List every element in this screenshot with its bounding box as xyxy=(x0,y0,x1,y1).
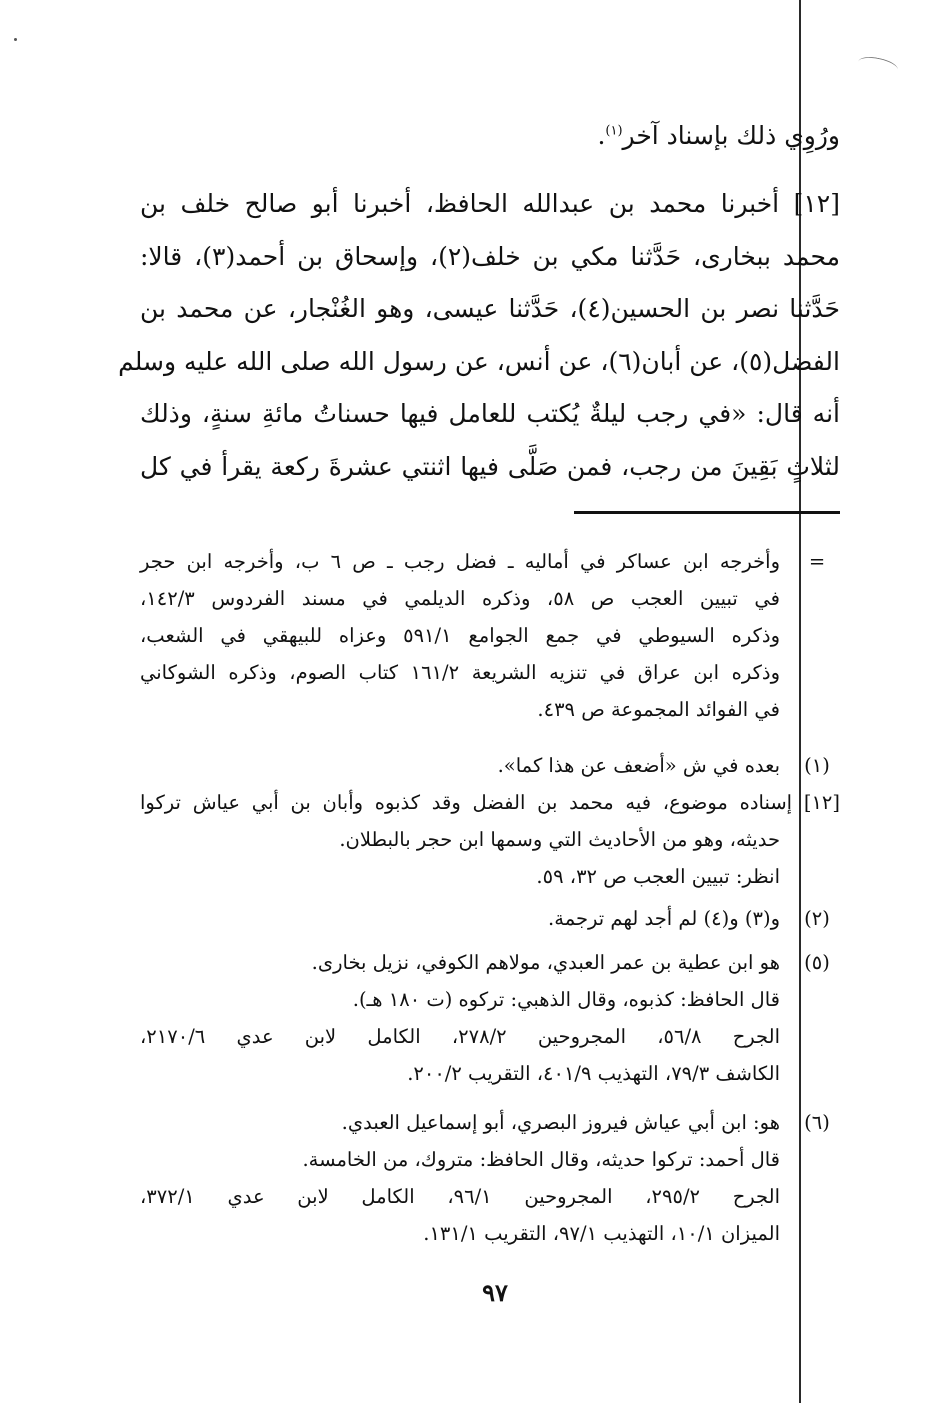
footnote-line: الكاشف ٧٩/٣، التهذيب ٤٠١/٩، التقريب ٢٠٠/٢. xyxy=(407,1062,780,1085)
footnote-line: قال الحافظ: كذبوه، وقال الذهبي: تركوه (ت ١٨٠ هـ). xyxy=(352,988,780,1011)
footnote-line: الجرح ٥٦/٨، المجروحين ٢٧٨/٢، الكامل لابن عدي ٢١٧٠/٦، xyxy=(140,1025,780,1048)
footnote-line: هو: ابن أبي عياش فيروز البصري، أبو إسماعيل العبدي. xyxy=(341,1111,780,1134)
footnote-line: حديثه، وهو من الأحاديث التي وسمها ابن حجر بالبطلان. xyxy=(339,828,780,851)
footnote-line: وذكره السيوطي في جمع الجوامع ٥٩١/١ وعزاه للبيهقي في الشعب، xyxy=(140,624,780,647)
page-number: ٩٧ xyxy=(482,1278,508,1307)
hadith-line: محمد ببخارى، حَدَّثنا مكي بن خلف(٢)، وإسحاق بن أحمد(٣)، قالا: xyxy=(140,241,841,271)
footnote-line: قال أحمد: تركوا حديثه، وقال الحافظ: متروك، من الخامسة. xyxy=(302,1148,780,1171)
footnote-1 xyxy=(140,747,840,784)
footnote-line: [١٢] إسناده موضوع، فيه محمد بن الفضل وقد كذبوه وأبان بن أبي عياش تركوا xyxy=(140,791,840,814)
note-ref: (١) xyxy=(605,123,623,139)
footnote-5 xyxy=(140,944,840,1092)
footnote-line: هو ابن عطية بن عمر العبدي، مولاهم الكوفي، نزيل بخارى. xyxy=(311,951,780,974)
footnote-line: وذكره ابن عراق في تنزيه الشريعة ١٦١/٢ كتاب الصوم، وذكره الشوكاني xyxy=(140,661,780,684)
footnote-line: وأخرجه ابن عساكر في أماليه ـ فضل رجب ـ ص ٦ ب، وأخرجه ابن حجر xyxy=(140,550,780,573)
footnote-line: و(٣) و(٤) لم أجد لهم ترجمة. xyxy=(548,907,780,930)
hadith-line: [١٢] أخبرنا محمد بن عبدالله الحافظ، أخبرنا أبو صالح خلف بن xyxy=(140,189,840,218)
intro-line xyxy=(140,116,840,156)
footnote-line: انظر: تبيين العجب ص ٣٢، ٥٩. xyxy=(536,865,780,888)
footnote-mark: (٥) xyxy=(804,951,830,974)
hadith-line: أنه قال: «في رجب ليلةٌ يُكتب للعامل فيها حسناتُ مائةِ سنةٍ، وذلك xyxy=(140,399,840,428)
footnote-continuation xyxy=(140,543,840,728)
footnote-line: في تبيين العجب ص ٥٨، وذكره الديلمي في مسند الفردوس ١٤٢/٣، xyxy=(140,587,780,610)
intro-end: . xyxy=(597,121,606,150)
scan-mark xyxy=(857,54,899,77)
hadith-line: الفضل(٥)، عن أبان(٦)، عن أنس، عن رسول الله صلى الله عليه وسلم xyxy=(118,346,840,376)
footnote-2 xyxy=(140,900,840,937)
footnote-line: الميزان ١٠/١، التهذيب ٩٧/١، التقريب ١٣١/١. xyxy=(423,1222,780,1245)
footnote-12 xyxy=(140,784,840,895)
hadith-line: لثلاثٍ بَقِينَ من رجب، فمن صَلَّى فيها اثنتي عشرةَ ركعة يقرأ في كل xyxy=(140,451,840,481)
footnote-line: في الفوائد المجموعة ص ٤٣٩. xyxy=(537,698,780,721)
footnote-6 xyxy=(140,1104,840,1252)
footnote-line: بعده في ش «أضعف عن هذا كما». xyxy=(497,754,780,777)
hadith-paragraph xyxy=(118,178,841,493)
footnote-separator xyxy=(574,511,840,514)
footnote-line: الجرح ٢٩٥/٢، المجروحين ٩٦/١، الكامل لابن عدي ٣٧٢/١، xyxy=(140,1185,780,1208)
footnote-mark: (٦) xyxy=(804,1111,830,1134)
intro-text: ورُوِي ذلك بإسناد آخر xyxy=(622,121,840,150)
footnote-mark: (٢) xyxy=(804,907,830,930)
scan-speck xyxy=(14,38,17,41)
footnote-mark: (١) xyxy=(804,754,830,777)
footnote-mark: = xyxy=(808,550,826,573)
hadith-line: حَدَّثنا نصر بن الحسين(٤)، حَدَّثنا عيسى، وهو الغُنْجار، عن محمد بن xyxy=(140,294,840,323)
